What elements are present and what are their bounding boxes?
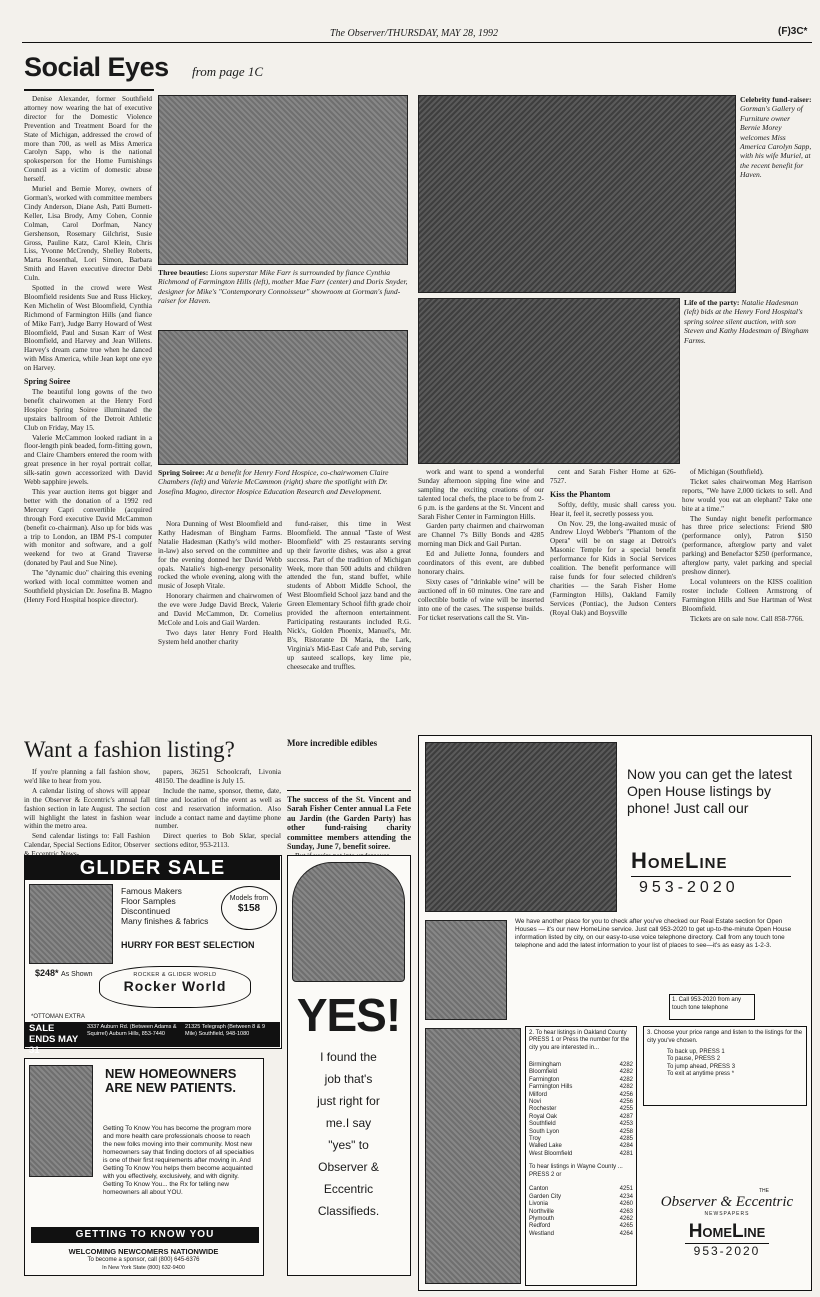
classifieds-yes: YES! — [296, 989, 401, 1041]
photo-celebrity-fundraiser — [418, 95, 736, 293]
list-item: Southfield 4253 — [529, 1121, 633, 1128]
address-southfield: 21325 Telegraph (Between 8 & 9 Mile) Southfield, 948-1080 — [185, 1024, 266, 1037]
title-rule — [24, 89, 154, 91]
glider-sale-ad — [24, 855, 282, 1056]
sale-ends: SALE ENDS MAY 31 — [29, 1023, 79, 1056]
paragraph: Two days later Henry Ford Health System held another charity — [158, 628, 282, 646]
homeline-brand-rule — [631, 876, 791, 877]
article-column-3 — [158, 520, 282, 730]
glider-hurry: HURRY FOR BEST SELECTION — [121, 940, 255, 950]
subhead-kiss-phantom: Kiss the Phantom — [550, 489, 611, 499]
list-item: Northville 4263 — [529, 1208, 633, 1215]
edibles-head: More incredible edibles — [287, 738, 378, 748]
photo-house — [425, 1028, 521, 1284]
glider-brand-logo — [99, 966, 251, 1008]
article-column-7 — [682, 468, 812, 708]
page-number: (F)3C* — [778, 26, 808, 37]
paragraph: fund-raiser, this time in West Bloomfield. The annual "Taste of West Bloomfield" with 25 restaurants serving up their favorite dishes, was also a great success. Part of the tradition of Michigan Week, more than 500 adults and children attended the fun, stand buffet, while students of Abbott Middle School, the West Bloomfield School jazz band and the Green Elementary School fifth grade choir provided the afternoon entertainment. Participating restaurants included R.G. Nick's, Golden Phoenix, Manuel's, Mr. B's, Ristorante Di Maria, the Lark, Virginia's Mid-East Cafe and Pub, serving up sauteed scallops, key lime pie, cheesecake and truffles. — [287, 520, 411, 671]
list-item: Plymouth 4262 — [529, 1215, 633, 1222]
fashion-column-1 — [24, 768, 150, 850]
caption-life-of-party — [684, 298, 812, 464]
list-item: Westland 4264 — [529, 1230, 633, 1237]
glider-ottoman: *OTTOMAN EXTRA — [31, 1014, 85, 1020]
paragraph: Honorary chairmen and chairwomen of the eve were Judge David Breck, Valerie and David McCammon, Dr. Cornelius McCole and Lois and Gail Warden. — [158, 592, 282, 627]
bullet-item: Many finishes & fabrics — [121, 916, 209, 926]
paragraph: Garden party chairmen and chairwoman are Channel 7's Billy Bonds and 4285 morning man Dick and Gail Purtan. — [418, 522, 544, 549]
homeline-oakland-box — [525, 1026, 637, 1286]
paragraph: This year auction items got bigger and better with the donation of a 1992 red Mercury Capri convertible (acquired through Ford executive David McCammon (benefit co-chairman). Also up for bids was a trip to London, an IBM PS-1 computer with monitor and software, and a golf weekend for two at Grand Traverse (donated by Paul and Sue Nine). — [24, 487, 152, 568]
paragraph: Tickets are on sale now. Call 858-7766. — [690, 614, 804, 623]
homeline-intro: We have another place for you to check after you've checked our Real Estate section for Open Houses — it's our new HomeLine service. Just call 953-2020 to get up-to-the-minute Open House information listed by city, on our easy-to-use voice telephone directory. Call from any touch tone telephone and add the latest information to your list of places to see—it's as easy as 1-2-3. — [515, 918, 792, 949]
caption-celebrity — [740, 95, 812, 293]
address-auburn: 3337 Auburn Rd. (Between Adams & Squirrel) Auburn Hills, 853-7440 — [87, 1024, 177, 1037]
wayne-list — [529, 1186, 633, 1238]
classifieds-line: job that's — [324, 1072, 373, 1086]
caption-lead: Three beauties: — [158, 268, 209, 277]
wayne-head: To hear listings in Wayne County ... PRESS 2 or — [529, 1164, 623, 1178]
classifieds-ad — [287, 855, 411, 1276]
paragraph: Sixty cases of "drinkable wine" will be auctioned off in 60 minutes. One rare and collectible bottle of wine will be inserted into one of the cases. The suspense builds. For ticket reservations call the St. Vin- — [418, 577, 544, 622]
brand-arc: ROCKER & GLIDER WORLD — [133, 972, 217, 978]
paragraph: Include the name, sponsor, theme, date, time and location of the event as well as cost and reservation information. Also include a contact name and daytime phone number. — [155, 786, 281, 831]
list-item: Farmington 4282 — [529, 1076, 633, 1083]
caption-text: Gorman's Gallery of Furniture owner Bernie Morey welcomes Miss America Carolyn Sapp, with his wife Muriel, at the recent benefit for Haven. — [740, 104, 812, 180]
list-item: Novi 4256 — [529, 1099, 633, 1106]
models-price: $158 — [237, 903, 261, 914]
glider-bullets — [121, 886, 221, 926]
caption-lead: Spring Soiree: — [158, 468, 205, 477]
header-rule — [22, 42, 812, 43]
models-label: Models from — [229, 895, 269, 902]
classifieds-text — [288, 1046, 409, 1222]
classifieds-line: me.I say — [325, 1116, 372, 1130]
list-item: Walled Lake 4284 — [529, 1143, 633, 1150]
list-item: Canton 4251 — [529, 1186, 633, 1193]
list-item: Royal Oak 4287 — [529, 1113, 633, 1120]
homeline-brand: HomeLine — [631, 848, 728, 873]
newcomers-ny: In New York State (800) 632-9400 — [102, 1265, 185, 1271]
newcomers-banner: GETTING TO KNOW YOU — [31, 1227, 259, 1243]
homeline-headline: Now you can get the latest Open House listings by phone! Just call our — [627, 766, 792, 816]
newcomers-ad — [24, 1058, 264, 1276]
homeline-step2: 2. To hear listings in Oakland County PRESS 1 or Press the number for the city you are interested in... — [529, 1030, 630, 1051]
paragraph: Softly, deftly, music shall caress you. Hear it, feel it, secretly possess you. — [550, 500, 676, 518]
paragraph: On Nov. 29, the long-awaited music of Andrew Lloyd Webber's "Phantom of the Opera" will be on stage at Detroit's Masonic Temple for a special benefit performance for Kids in Social Services coalition. The benefit performance will raise funds for four selected children's charities — the Sarah Fisher Home (Farmington Hills), Oakland Family Services (Pontiac), the Judson Centers (Royal Oak) and Boysville — [550, 519, 676, 617]
paragraph: Valerie McCammon looked radiant in a floor-length pink beaded, form-fitting gown, and Claire Chambers entered the room with great presence in her royal portrait collar, silk-satin gown accessorized with David Webb sapphire jewels. — [24, 433, 153, 487]
paragraph: The "dynamic duo" chairing this evening worked with local committee women and Southfield physician Dr. Josefina B. Magno (Henry Ford Hospital hospice director). — [24, 569, 152, 604]
classifieds-line: "yes" to — [328, 1138, 369, 1152]
list-item: South Lyon 4258 — [529, 1128, 633, 1135]
homeline-logo — [647, 1188, 807, 1284]
control-ahead: To jump ahead, PRESS 3 — [667, 1063, 736, 1070]
classifieds-line: just right for — [317, 1094, 380, 1108]
control-back: To back up, PRESS 1 — [667, 1049, 725, 1055]
list-item: Bloomfield 4282 — [529, 1069, 633, 1076]
article-column-6 — [550, 468, 676, 708]
fashion-headline: Want a fashion listing? — [24, 737, 235, 762]
photo-smiling-man — [292, 862, 405, 982]
article-column-1 — [24, 95, 152, 735]
paragraph: Local volunteers on the KISS coalition roster include Colleen Armstrong of Farmington Hills and Sue Hartman of West Bloomfield. — [682, 577, 812, 613]
homeline-step1: 1. Call 953-2020 from any touch tone telephone — [669, 994, 755, 1020]
brand-name: Rocker World — [123, 978, 227, 994]
logo-sub: NEWSPAPERS — [704, 1211, 750, 1217]
list-item: Garden City 4234 — [529, 1193, 633, 1200]
oakland-list — [529, 1062, 633, 1158]
paragraph: of Michigan (Southfield). — [690, 468, 764, 476]
homeline-phone: 953-2020 — [639, 879, 739, 896]
paragraph: Spotted in the crowd were West Bloomfield residents Sue and Russ Hickey, Ken Michelin of West Bloomfield, Cynthia Richmond of Farmington Hills (and fiance of Mike Farr), Judge Barry Howard of West Bloomfield, Paul and Susan Karr of West Bloomfield, and Harvey and Jean Willens. Harvey's dream came true when he danced with Miss America, while Jean kept one eye on Harvey. — [24, 284, 152, 373]
list-item: Troy 4285 — [529, 1136, 633, 1143]
list-item: Farmington Hills 4282 — [529, 1084, 633, 1091]
glider-shown-price: $248* As Shown — [35, 968, 93, 978]
homeline-step3-box — [643, 1026, 807, 1106]
edibles-subhead: The success of the St. Vincent and Sarah Fisher Center annual La Fete au Jardin (the Garden Party) has other fund-raising charity committee members attending the Sunday, June 7, benefit soiree. — [287, 795, 411, 852]
masthead-line: The Observer/THURSDAY, MAY 28, 1992 — [330, 28, 498, 39]
classifieds-line: Eccentric — [323, 1182, 374, 1196]
caption-lead: Celebrity fund-raiser: — [740, 95, 812, 104]
bullet-item: Discontinued — [121, 906, 171, 916]
edibles-rule — [287, 790, 411, 791]
paragraph: Muriel and Bernie Morey, owners of Gorman's, worked with committee members Cindy Anderson, Diane Ash, Patti Burnett-Keller, Lisa Brody, Amy Cohen, Connie Colman, Carol Dorfman, Nancy Gershenson, Rosemary Gilchrist, Susie Gross, Pauline Katz, Carol Klein, Chris Liss, Yvonne McCrendy, Shelley Roberts, Marta Rosenthal, Lori Simon, Barbara Smith and Haven executive director Debi Culn. — [24, 185, 152, 283]
bullet-item: Floor Samples — [121, 896, 176, 906]
paragraph: A calendar listing of shows will appear in the Observer & Eccentric's annual fall fashion section in late August. The section will highlight the latest in fashion wear within the metro area. — [24, 786, 150, 831]
paragraph: The Sunday night benefit performance has three price selections: Friend $80 (performance only), Patron $150 (performance, afterglow party and valet parking) and Benefactor $250 (performance, afterglow party, valet parking and special preshow dinner). — [682, 514, 812, 576]
caption-spring-soiree — [158, 468, 410, 516]
section-title: Social Eyes — [24, 52, 169, 82]
caption-text: At a benefit for Henry Ford Hospice, co-chairwomen Claire Chambers (left) and Valerie McCammon (right) share the spotlight with Dr. Josefina Magno, director Hospice Education Research and Development. — [158, 468, 389, 496]
list-item: Redford 4265 — [529, 1223, 633, 1230]
logo-brand: HomeLine — [685, 1221, 770, 1244]
classifieds-line: Classifieds. — [317, 1204, 380, 1218]
caption-three-beauties — [158, 268, 410, 324]
bullet-item: Famous Makers — [121, 886, 182, 896]
newcomers-sponsor: To become a sponsor, call (800) 645-6376 — [87, 1257, 200, 1263]
newcomers-headline: NEW HOMEOWNERS ARE NEW PATIENTS. — [105, 1066, 237, 1095]
list-item: Milford 4256 — [529, 1091, 633, 1098]
logo-phone: 953-2020 — [693, 1244, 761, 1258]
paragraph: Ed and Juliette Jonna, founders and coordinators of this event, are dubbed honorary chairs. — [418, 550, 544, 576]
paragraph: work and want to spend a wonderful Sunday afternoon sipping fine wine and sampling the exciting creations of our talented local chefs, the place to be from 2-6 p.m. is the gardens at the St. Vincent and Sarah Fisher Center in Farmington Hills. — [418, 468, 544, 521]
photo-three-beauties — [158, 95, 408, 265]
photo-spring-soiree — [158, 330, 408, 465]
list-item: West Bloomfield 4281 — [529, 1150, 633, 1157]
edibles-column — [287, 795, 411, 851]
paragraph: Send calendar listings to: Fall Fashion Calendar, Special Sections Editor, Observer — [24, 832, 150, 850]
section-jump: from page 1C — [192, 64, 264, 79]
paragraph: Denise Alexander, former Southfield attorney now wearing the hat of executive director for the Domestic Violence Prevention and Treatment Board for the State of Michigan, addressed the crowd of more than 700, as well as Miss America Carolyn Sapp, who is the national spokesperson for the Home Furnishings Council as a victim of domestic abuse herself. — [24, 95, 152, 184]
control-exit: To exit at anytime press * — [667, 1071, 735, 1078]
photo-homeline-man — [425, 742, 617, 912]
fashion-column-2 — [155, 768, 281, 850]
paragraph: cent and Sarah Fisher Home at 626-7527. — [550, 468, 676, 485]
list-item: Livonia 4260 — [529, 1201, 633, 1208]
photo-glider-chair — [29, 884, 113, 964]
homeline-step3: 3. Choose your price range and listen to the listings for the city you've chosen. — [647, 1030, 803, 1044]
photo-telephone — [425, 920, 507, 1020]
homeline-ad — [418, 735, 812, 1291]
classifieds-line: Observer & — [318, 1160, 379, 1174]
paragraph: If you're planning a fall fashion show, we'd like to hear from you. — [24, 768, 150, 785]
subhead-spring-soiree: Spring Soiree — [24, 377, 71, 387]
paragraph: Ticket sales chairwoman Meg Harrison reports, "We have 2,000 tickets to sell. And how would you eat an elephant? Take one bite at a time." — [682, 477, 812, 513]
control-pause: To pause, PRESS 2 — [667, 1056, 721, 1063]
glider-footer — [25, 1022, 280, 1056]
glider-price-badge — [221, 886, 277, 930]
newcomers-footer: WELCOMING NEWCOMERS NATIONWIDE — [68, 1247, 219, 1256]
article-column-4 — [287, 520, 411, 732]
list-item: Birmingham 4282 — [529, 1062, 633, 1068]
paragraph: The beautiful long gowns of the two benefit chairwomen at the Henry Ford Hospice Spring Soiree illuminated the upstairs ballroom of the Detroit Athletic Club on Friday, May 15. — [24, 388, 152, 432]
classifieds-line: I found the — [320, 1050, 377, 1064]
caption-lead: Life of the party: — [684, 298, 740, 307]
logo-name: Observer & Eccentric — [660, 1194, 794, 1210]
paragraph: Nora Dunning of West Bloomfield and Kathy Hadesman of Bingham Farms. Natalie Hadesman (Kathy's wild mother-in-law) also served on the committee and for the evening donned her David Webb opals. Natalie's high-energy personality rocked the whole evening, along with the music of Joseph Vitale. — [158, 520, 282, 591]
page-header — [0, 0, 820, 40]
glider-title: GLIDER SALE — [25, 856, 280, 880]
caption-text: Lions superstar Mike Farr is surrounded by fiance Cynthia Richmond of Farmington Hills (left), mother Mae Farr (center) and Doris Snyder, designer for Mike's "Contemporary Connoisseur" showroom at Gorman's fund-raiser for Haven. — [158, 268, 408, 306]
paragraph: Direct queries to Bob Sklar, special sections editor, 953-2113. — [155, 832, 281, 850]
list-item: Rochester 4255 — [529, 1106, 633, 1113]
article-column-5 — [418, 468, 544, 708]
logo-small: THE — [759, 1188, 769, 1194]
caption-text: Natalie Hadesman (left) bids at the Henry Ford Hospital's spring soiree silent auction, with son Steven and Kathy Hadesman of Bingham Farms. — [684, 298, 809, 345]
paragraph: papers, 36251 Schoolcraft, Livonia 48150. The deadline is July 15. — [155, 768, 281, 785]
photo-life-of-party — [418, 298, 680, 464]
newcomers-body: Getting To Know You has become the program more and more health care professionals choose to reach the new folks moving into their community. Most new homeowners say that finding doctors of all specialties is one of their first requirements after moving in. And Getting To Know You helps them become acquainted with you effectively, exclusively, and with dignity. Getting To Know You... the Rx for telling new homeowners all about YOU. — [103, 1125, 254, 1196]
